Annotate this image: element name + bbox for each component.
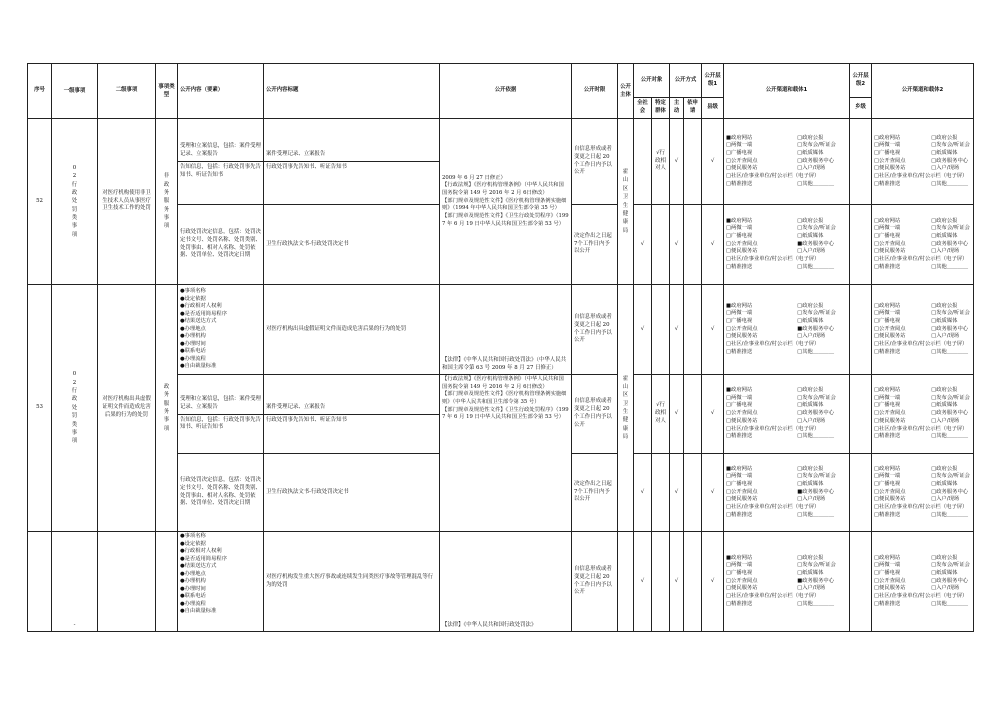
row53-title-0: 对医疗机构出具虚假证明文件而造成危害后果的行为的处罚 — [264, 285, 440, 375]
row53-county: √ — [702, 285, 724, 375]
row54-title: 对医疗机构发生重大医疗事故或连续发生同类医疗事故等管理混乱等行为的处罚 — [264, 532, 440, 632]
row52-channel2-b: □政府网站 □政府公报 □两微一端 □发布会/听证会 □广播电视 □纸质媒体 □公开查阅点 □政务服务中心 □便民服务站 □入户/现场 □社区/企事业单位/村公示栏（电子屏） □精准推送 □其他＿＿＿＿ — [872, 205, 974, 285]
header-method-apply: 依申请 — [684, 98, 702, 119]
row53-content-group — [178, 375, 264, 454]
header-basis: 公开依据 — [440, 64, 572, 119]
row52-basis: 2009 年 6 月 27 日修正） 【行政法规】《医疗机构管理条例》（中华人民共和国国务院令第 149 号 2016 年 2 月 6日修改） 【部门规章及规范性文件】《医疗机构管理条例实施细则》（1994 年中华人民共和国卫生部令第 35 号） 【部门规章及规范性文件】《卫生行政处罚程序》（1997 年 6 月 19 日中华人民共和国卫生部令第 53 号） — [440, 119, 572, 285]
row52b-target-specific — [652, 205, 670, 285]
disclosure-table — [27, 63, 974, 632]
header-target-specific: 特定群体 — [652, 98, 670, 119]
row54-cat2 — [98, 532, 156, 632]
row52-content-1: 受理和立案信息，包括：案件受理记录、立案报告 — [180, 143, 261, 158]
header-cat2: 二级事项 — [98, 64, 156, 119]
row53-channel2-a: □政府网站 □政府公报 □两微一端 □发布会/听证会 □广播电视 □纸质媒体 □公开查阅点 □政务服务中心 □便民服务站 □入户/现场 □社区/企事业单位/村公示栏（电子屏） □精准推送 □其他＿＿＿＿ — [872, 285, 974, 375]
header-cat1: 一级事项 — [52, 64, 98, 119]
row52-county: √ — [702, 119, 724, 205]
row54-subject — [618, 532, 634, 632]
row53c-method-active: √ — [670, 454, 684, 532]
row54-target-all: √ — [634, 532, 652, 632]
row52-cat1: 0 2 行 政 处 罚 类 事 项 — [52, 119, 98, 285]
row53-method-apply — [684, 285, 702, 375]
row53-content-1: 受理和立案信息，包括：案件受理记录、立案报告 — [180, 395, 261, 410]
row53b-township — [850, 375, 872, 454]
row54-type — [156, 532, 178, 632]
row53-content-3: 行政处罚决定信息，包括：处罚决定书文号、处罚名称、处罚类别、处罚事由、相对人名称、处罚依据、处罚单位、处罚决定日期 — [178, 454, 264, 532]
row52-subject: 霍 山 区 卫 生 健 康 局 — [618, 119, 634, 285]
row52-method-active: √ — [670, 119, 684, 205]
row52-title-2: 行政处罚事先告知书、听证告知书 — [266, 164, 347, 170]
row52-target-specific: √行政相对人 — [652, 119, 670, 205]
row52-title-3: 卫生行政执法文书-行政处罚决定书 — [264, 205, 440, 285]
row53-title-2: 行政处罚事先告知书、听证告知书 — [266, 416, 347, 423]
header-county: 县级 — [702, 98, 724, 119]
header-target-all: 全社会 — [634, 98, 652, 119]
row52-time-a: 自信息形成或者变更之日起 20 个工作日内予以公开 — [572, 119, 618, 205]
header-title: 公开内容标题 — [264, 64, 440, 119]
row53c-target-specific — [652, 454, 670, 532]
row52-cat2: 对医疗机构使用非卫生技术人员从事医疗卫生技术工作的处罚 — [98, 119, 156, 285]
row53-target-specific — [652, 285, 670, 375]
row53-type: 政 务 服 务 事 项 — [156, 285, 178, 532]
row52-time-b: 决定作出之日起7个工作日内予以公开 — [572, 205, 618, 285]
row53c-township — [850, 454, 872, 532]
row53-title-3: 卫生行政执法文书-行政处罚决定书 — [264, 454, 440, 532]
header-content: 公开内容（要素） — [178, 64, 264, 119]
header-target: 公开对象 — [634, 64, 670, 98]
row54-method-active: √ — [670, 532, 684, 632]
row53-township — [850, 285, 872, 375]
row52-content-3: 行政处罚决定信息，包括：处罚决定书文号、处罚名称、处罚类别、处罚事由、相对人名称、处罚依据、处罚单位、处罚决定日期 — [178, 205, 264, 285]
row53-time-a: 自信息形成或者变更之日起 20 个工作日内予以公开 — [572, 375, 618, 454]
row52-type: 非 政 务 服 务 事 项 — [156, 119, 178, 285]
row53-cat1: 0 2 行 政 处 罚 类 事 项 — [52, 285, 98, 532]
row54-county: √ — [702, 532, 724, 632]
header-type: 事项类型 — [156, 64, 178, 119]
row52b-township — [850, 205, 872, 285]
header-level1: 公开层级1 — [702, 64, 724, 98]
row54-cat1: - — [52, 532, 98, 632]
row54-township — [850, 532, 872, 632]
row53-title-1: 案件受理记录、立案报告 — [266, 403, 326, 410]
row53-channel2-b: □政府网站 □政府公报 □两微一端 □发布会/听证会 □广播电视 □纸质媒体 □公开查阅点 □政务服务中心 □便民服务站 □入户/现场 □社区/企事业单位/村公示栏（电子屏） □精准推送 □其他＿＿＿＿ — [872, 375, 974, 454]
row53-seq: 53 — [28, 285, 52, 532]
header-channel1: 公开渠道和载体1 — [724, 64, 850, 119]
row54-target-specific — [652, 532, 670, 632]
row54-channel2: □政府网站 □政府公报 □两微一端 □发布会/听证会 □广播电视 □纸质媒体 □公开查阅点 □政务服务中心 □便民服务站 □入户/现场 □社区/企事业单位/村公示栏（电子屏） □精准推送 □其他＿＿＿＿ — [872, 532, 974, 632]
header-subject: 公开主体 — [618, 64, 634, 119]
header-channel2: 公开渠道和载体2 — [872, 64, 974, 119]
row52-township — [850, 119, 872, 205]
row53-basis: 【行政法规】《医疗机构管理条例》（中华人民共和国国务院令第 149 号 2016 年 2 月 6日修改） 【部门规章及规范性文件】《医疗机构管理条例实施细则》（中华人民共和国卫生部令第 35 号） 【部门规章及规范性文件】《卫生行政处罚程序》（1997 年 6 月 19 日中华人民共和国卫生部令第 53 号） — [440, 375, 572, 532]
header-seq: 序号 — [28, 64, 52, 119]
row54-method-apply — [684, 532, 702, 632]
row54-channel1: ■政府网站 □政府公报 □两微一端 □发布会/听证会 □广播电视 □纸质媒体 □公开查阅点 ■政务服务中心 □便民服务站 □入户/现场 □社区/企事业单位/村公示栏（电子屏） □精准推送 □其他＿＿＿＿ — [724, 532, 850, 632]
row54-time: 自信息形成或者变更之日起 20 个工作日内予以公开 — [572, 532, 618, 632]
row53-target-all: √ — [634, 285, 652, 375]
row53-basis-0: 【法律】《中华人民共和国行政处罚法》（中华人民共和国主席令第 63 号 2009 年 8 月 27 日修正） — [440, 285, 572, 375]
row52b-target-all: √ — [634, 205, 652, 285]
row53b-method-active: √ — [670, 375, 684, 454]
row52-target-all — [634, 119, 652, 205]
row53c-target-all: √ — [634, 454, 652, 532]
row53b-target-specific: √行政相对人 — [652, 375, 670, 454]
row52-channel2-a: □政府网站 □政府公报 □两微一端 □发布会/听证会 □广播电视 □纸质媒体 □公开查阅点 □政务服务中心 □便民服务站 □入户/现场 □社区/企事业单位/村公示栏（电子屏） □精准推送 □其他＿＿＿＿ — [872, 119, 974, 205]
header-method: 公开方式 — [670, 64, 702, 98]
row52-channel1-a: ■政府网站 □政府公报 □两微一端 □发布会/听证会 □广播电视 □纸质媒体 □公开查阅点 □政务服务中心 □便民服务站 □入户/现场 □社区/企事业单位/村公示栏（电子屏） □精准推送 □其他＿＿＿＿ — [724, 119, 850, 205]
row53-elements: ●事项名称 ●设定依据 ●行政相对人权利 ●是否适用简易程序 ●结果送达方式 ●办理地点 ●办理机构 ●办理时间 ●联系电话 ●办理流程 ●自由裁量标准 — [178, 285, 264, 375]
disclosure-table-sheet — [27, 63, 973, 629]
row54-elements: ●事项名称 ●设定依据 ●行政相对人权利 ●是否适用简易程序 ●结果送达方式 ●办理地点 ●办理机构 ●办理时间 ●联系电话 ●办理流程 ●自由裁量标准 — [178, 532, 264, 632]
row53-channel1-c: ■政府网站 □政府公报 □两微一端 □发布会/听证会 □广播电视 □纸质媒体 □公开查阅点 ■政务服务中心 □便民服务站 □入户/现场 □社区/企事业单位/村公示栏（电子屏） □精准推送 □其他＿＿＿＿ — [724, 454, 850, 532]
row52-title-group — [264, 119, 440, 205]
row52b-method-active: √ — [670, 205, 684, 285]
header-township: 乡级 — [850, 98, 872, 119]
row53-channel1-a: ■政府网站 □政府公报 □两微一端 □发布会/听证会 □广播电视 □纸质媒体 □公开查阅点 ■政务服务中心 □便民服务站 □入户/现场 □社区/企事业单位/村公示栏（电子屏） □精准推送 □其他＿＿＿＿ — [724, 285, 850, 375]
row53-content-2: 告知信息，包括：行政处罚事先告知书、听证告知书 — [180, 416, 261, 431]
row54-seq — [28, 532, 52, 632]
row53-title-group — [264, 375, 440, 454]
row53-time-b: 决定作出之日起7个工作日内予以公开 — [572, 454, 618, 532]
row53-time-0: 自信息形成或者变更之日起 20 个工作日内予以公开 — [572, 285, 618, 375]
row53b-method-apply — [684, 375, 702, 454]
row53b-target-all — [634, 375, 652, 454]
row52-method-apply — [684, 119, 702, 205]
header-level2: 公开层级2 — [850, 64, 872, 98]
row53c-method-apply — [684, 454, 702, 532]
header-time: 公开时限 — [572, 64, 618, 119]
row54-basis: 【法律】《中华人民共和国行政处罚法》 — [440, 532, 572, 632]
header-method-active: 主动 — [670, 98, 684, 119]
row52b-county: √ — [702, 205, 724, 285]
row53b-county: √ — [702, 375, 724, 454]
row52-title-1: 案件受理记录、立案报告 — [266, 151, 326, 158]
row52-seq: 52 — [28, 119, 52, 285]
row52-content-group — [178, 119, 264, 205]
row53-method-active: √ — [670, 285, 684, 375]
row53-channel2-c: □政府网站 □政府公报 □两微一端 □发布会/听证会 □广播电视 □纸质媒体 □公开查阅点 □政务服务中心 □便民服务站 □入户/现场 □社区/企事业单位/村公示栏（电子屏） □精准推送 □其他＿＿＿＿ — [872, 454, 974, 532]
row52-content-2: 告知信息，包括：行政处罚事先告知书、听证告知书 — [180, 164, 261, 178]
row53-channel1-b: ■政府网站 □政府公报 □两微一端 □发布会/听证会 □广播电视 □纸质媒体 □公开查阅点 □政务服务中心 □便民服务站 □入户/现场 □社区/企事业单位/村公示栏（电子屏） □精准推送 □其他＿＿＿＿ — [724, 375, 850, 454]
row53c-county: √ — [702, 454, 724, 532]
row52-channel1-b: ■政府网站 □政府公报 □两微一端 □发布会/听证会 □广播电视 □纸质媒体 □公开查阅点 ■政务服务中心 □便民服务站 □入户/现场 □社区/企事业单位/村公示栏（电子屏） □精准推送 □其他＿＿＿＿ — [724, 205, 850, 285]
row53-subject: 霍 山 区 卫 生 健 康 局 — [618, 285, 634, 532]
row52b-method-apply — [684, 205, 702, 285]
row53-cat2: 对医疗机构出具虚假证明文件而造成危害后果的行为的处罚 — [98, 285, 156, 532]
